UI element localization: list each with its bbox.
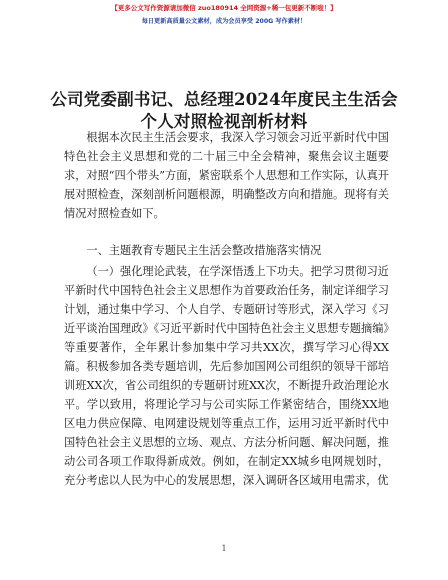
promo-banner-sub: 每日更新高质量公文素材，成为会员享受 200G 写作素材！ — [141, 18, 307, 25]
intro-paragraph: 根据本次民主生活会要求，我深入学习领会习近平新时代中国特色社会主义思想和党的二十届三中全会精神，聚焦会议主题要求，对照“四个带头”方面，紧密联系个人思想和工作实际，认真开展对照检查，深刻剖析问题根源，明确整改方向和措施。现将有关情况对照检查如下。 — [64, 131, 389, 220]
document-title-line2: 个人对照检视剖析材料 — [140, 112, 308, 131]
body-paragraph: （一）强化理论武装，在学深悟透上下功夫。把学习贯彻习近平新时代中国特色社会主义思想作为首要政治任务，制定详细学习计划，通过集中学习、个人自学、专题研讨等形式，深入学习《习近平谈治国理政》《习近平新时代中国特色社会主义思想专题摘编》等重要著作，全年累计参加集中学习共XX次，撰写学习心得XX篇。积极参加各类专题培训，先后参加国网公司组织的领导干部培训班XX次，省公司组织的专题研讨班XX次，不断提升政治理论水平。学以致用，将理论学习与公司实际工作紧密结合，围绕XX地区电力供应保障、电网建设规划等重点工作，运用习近平新时代中国特色社会主义思想的立场、观点、方法分析问题、解决问题，推动公司各项工作取得新成效。例如，在制定XX城乡电网规划时，充分考虑以人民为中心的发展思想，深入调研各区域用电需求，优 — [64, 265, 389, 487]
page-number: 1 — [221, 544, 227, 553]
section-heading: 一、主题教育专题民主生活会整改措施落实情况 — [86, 244, 322, 257]
document-title-line1: 公司党委副书记、总经理2024年度民主生活会 — [50, 90, 398, 109]
promo-banner-top: 【更多公文写作资源请加微信 zuo180914 全网资源+稀一包更新不断啦！】 — [111, 4, 337, 12]
